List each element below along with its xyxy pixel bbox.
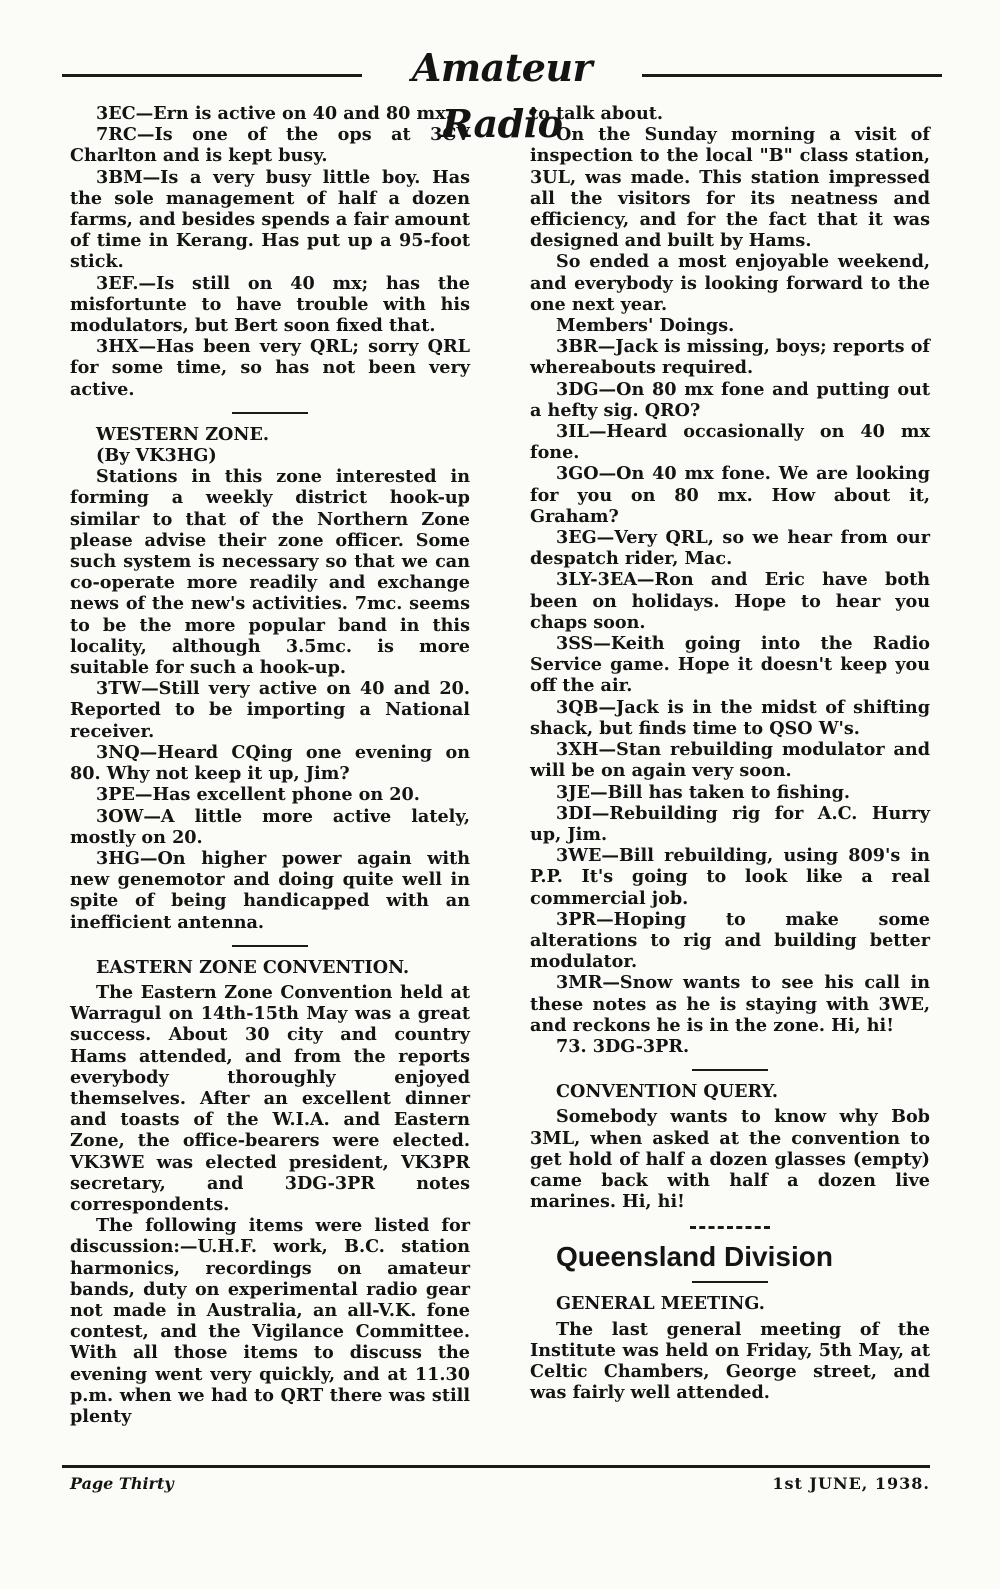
- section-heading-members: Members' Doings.: [556, 315, 735, 337]
- list-item: 3QB—Jack is in the midst of shifting shack, but finds time to QSO W's.: [530, 696, 930, 739]
- paragraph: Somebody wants to know why Bob 3ML, when asked at the convention to get hold of half a dozen glasses (empty) came back with half a dozen live marines. Hi, hi!: [530, 1106, 930, 1213]
- list-item: 3IL—Heard occasionally on 40 mx fone.: [530, 421, 930, 464]
- section-heading-query: CONVENTION QUERY.: [556, 1081, 778, 1103]
- masthead-title: Amateur Radio: [411, 45, 593, 146]
- list-item: 3DG—On 80 mx fone and putting out a hefty sig. QRO?: [530, 378, 930, 421]
- list-item: 3PR—Hoping to make some alterations to rig and building better modulator.: [530, 908, 930, 973]
- paragraph: to talk about.: [530, 103, 663, 124]
- paragraph: On the Sunday morning a visit of inspection to the local "B" class station, 3UL, was made. This station impressed all the visitors for its neatness and efficiency, and for the fact that it was designed and built by Hams.: [530, 124, 930, 252]
- masthead-rule-right: [642, 74, 942, 77]
- footer-rule: [62, 1465, 930, 1468]
- section-byline: (By VK3HG): [96, 445, 217, 467]
- list-item: 3LY-3EA—Ron and Eric have both been on holidays. Hope to hear you chaps soon.: [530, 569, 930, 633]
- signature: 73. 3DG-3PR.: [556, 1035, 690, 1057]
- list-item: 3DI—Rebuilding rig for A.C. Hurry up, Jim.: [530, 802, 930, 845]
- list-item: 3MR—Snow wants to see his call in these notes as he is staying with 3WE, and reckons he is in the zone. Hi, hi!: [530, 972, 930, 1036]
- list-item: 3BR—Jack is missing, boys; reports of whereabouts required.: [530, 336, 930, 379]
- list-item: 3EG—Very QRL, so we hear from our despatch rider, Mac.: [530, 527, 930, 570]
- list-item: 3SS—Keith going into the Radio Service game. Hope it doesn't keep you off the air.: [530, 633, 930, 697]
- section-divider: [690, 1226, 770, 1229]
- section-heading-eastern: EASTERN ZONE CONVENTION.: [96, 956, 410, 978]
- paragraph: 3EC—Ern is active on 40 and 80 mx.: [96, 103, 452, 124]
- section-divider: [692, 1281, 768, 1283]
- section-heading-general-meeting: GENERAL MEETING.: [556, 1293, 765, 1315]
- paragraph: 3HG—On higher power again with new genemotor and doing quite well in spite of being handicapped with an inefficient antenna.: [70, 847, 470, 933]
- section-divider: [692, 1069, 768, 1071]
- paragraph: The following items were listed for discussion:—U.H.F. work, B.C. station harmonics, recordings on amateur bands, duty on experimental radio gear not made in Australia, an all-V.K. fone contest, and the Vigilance Committee. With all those items to discuss the evening went very quickly, and at 11.30 p.m. when we had to QRT there was still plenty: [70, 1215, 470, 1427]
- list-item: 3JE—Bill has taken to fishing.: [556, 781, 851, 803]
- paragraph: 3TW—Still very active on 40 and 20. Reported to be importing a National receiver.: [70, 678, 470, 742]
- paragraph: 3NQ—Heard CQing one evening on 80. Why not keep it up, Jim?: [70, 741, 470, 785]
- division-title: Queensland Division: [556, 1241, 833, 1273]
- list-item: 3WE—Bill rebuilding, using 809's in P.P. It's going to look like a real commercial job.: [530, 845, 930, 909]
- masthead-rule-left: [62, 74, 362, 77]
- paragraph: 3HX—Has been very QRL; sorry QRL for some time, so has not been very active.: [70, 336, 470, 400]
- paragraph: 3OW—A little more active lately, mostly on 20.: [70, 805, 470, 848]
- list-item: 3GO—On 40 mx fone. We are looking for you on 80 mx. How about it, Graham?: [530, 463, 930, 527]
- paragraph: So ended a most enjoyable weekend, and everybody is looking forward to the one next year.: [530, 251, 930, 315]
- paragraph: The Eastern Zone Convention held at Warragul on 14th-15th May was a great success. About 30 city and country Hams attended, and from the reports everybody thoroughly enjoyed themselves. After an excellent dinner and toasts of the W.I.A. and Eastern Zone, the office-bearers were elected. VK3WE was elected president, VK3PR secretary, and 3DG-3PR notes correspondents.: [70, 981, 470, 1215]
- section-divider: [232, 412, 308, 414]
- paragraph: 3EF.—Is still on 40 mx; has the misfortunte to have trouble with his modulators, but Bert soon fixed that.: [70, 272, 470, 337]
- paragraph: 3BM—Is a very busy little boy. Has the sole management of half a dozen farms, and besides spends a fair amount of time in Kerang. Has put up a 95-foot stick.: [70, 166, 470, 273]
- paragraph: 3PE—Has excellent phone on 20.: [96, 784, 420, 806]
- page-number: Page Thirty: [70, 1474, 174, 1493]
- paragraph: The last general meeting of the Institute was held on Friday, 5th May, at Celtic Chambers, George street, and was fairly well attended.: [530, 1318, 930, 1404]
- section-divider: [232, 945, 308, 947]
- paragraph: 7RC—Is one of the ops at 3CV Charlton and is kept busy.: [70, 124, 470, 167]
- issue-date: 1st JUNE, 1938.: [772, 1474, 930, 1493]
- left-column: [70, 103, 470, 1427]
- list-item: 3XH—Stan rebuilding modulator and will be on again very soon.: [530, 739, 930, 782]
- right-column: [530, 103, 930, 1403]
- paragraph: Stations in this zone interested in forming a weekly district hook-up similar to that of the Northern Zone please advise their zone officer. Some such system is necessary so that we can co-operate more readily and exchange news of the new's activities. 7mc. seems to be the more popular band in this locality, although 3.5mc. is more suitable for such a hook-up.: [70, 466, 470, 679]
- section-heading-western: WESTERN ZONE.: [96, 423, 269, 445]
